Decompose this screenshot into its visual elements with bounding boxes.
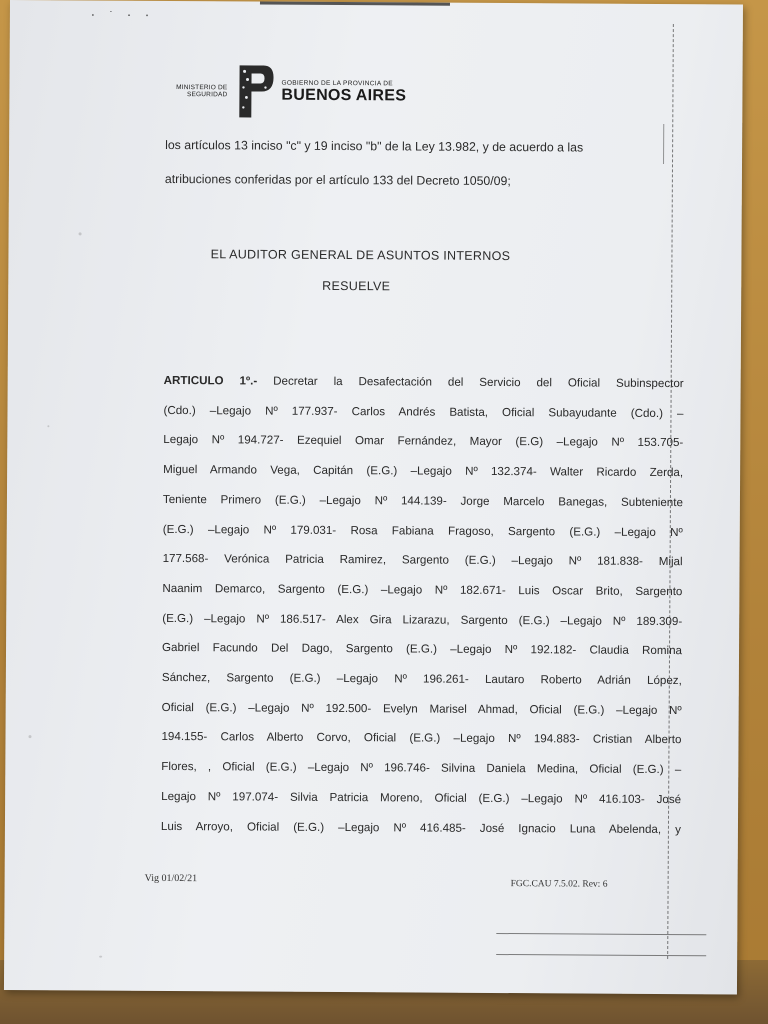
article-line: Gabriel Facundo Del Dago, Sargento (E.G.) –Legajo Nº 192.182- Claudia Romina bbox=[162, 641, 683, 658]
footer-validity: Vig 01/02/21 bbox=[144, 872, 198, 885]
article-line: Miguel Armando Vega, Capitán (E.G.) –Legajo Nº 132.374- Walter Ricardo Zerda, bbox=[163, 463, 684, 480]
intro-paragraph bbox=[165, 128, 687, 199]
authority-heading: EL AUDITOR GENERAL DE ASUNTOS INTERNOS bbox=[210, 247, 511, 264]
article-line: Naanim Demarco, Sargento (E.G.) –Legajo Nº 182.671- Luis Oscar Brito, Sargento bbox=[162, 581, 683, 599]
article-line: Sánchez, Sargento (E.G.) –Legajo Nº 196.261- Lautaro Roberto Adrián López, bbox=[161, 670, 682, 688]
article-line: (E.G.) –Legajo Nº 179.031- Rosa Fabiana Fragoso, Sargento (E.G.) –Legajo Nº bbox=[162, 522, 683, 539]
smudge bbox=[28, 735, 31, 738]
article-line: 177.568- Verónica Patricia Ramirez, Sargento (E.G.) –Legajo Nº 181.838- Mijal bbox=[162, 552, 683, 569]
gov-title-block bbox=[281, 80, 406, 105]
smudge bbox=[47, 425, 49, 427]
article-line: Teniente Primero (E.G.) –Legajo Nº 144.139- Jorge Marcelo Banegas, Subteniente bbox=[162, 492, 683, 509]
article-line: Legajo Nº 194.727- Ezequiel Omar Fernández, Mayor (E.G) –Legajo Nº 153.705- bbox=[163, 433, 684, 450]
article-lead: ARTICULO 1º.- bbox=[163, 373, 258, 388]
article-line: Flores, , Oficial (E.G.) –Legajo Nº 196.746- Silvina Daniela Medina, Oficial (E.G.) – bbox=[161, 760, 682, 777]
smudge bbox=[79, 232, 82, 235]
specks: · ˙ · · bbox=[89, 10, 154, 22]
article-line: ARTICULO 1º.- Decretar la Desafectación del Servicio del Oficial Subinspector bbox=[163, 373, 684, 391]
smudge bbox=[99, 956, 102, 958]
article-line: Legajo Nº 197.074- Silvia Patricia Moreno, Oficial (E.G.) –Legajo Nº 416.103- José bbox=[161, 789, 682, 806]
bottom-rule bbox=[496, 954, 706, 956]
article-line: Oficial (E.G.) –Legajo Nº 192.500- Evelyn Marisel Ahmad, Oficial (E.G.) –Legajo Nº bbox=[161, 700, 682, 717]
article-line: Luis Arroyo, Oficial (E.G.) –Legajo Nº 416.485- José Ignacio Luna Abelenda, y bbox=[160, 819, 681, 836]
intro-line: atribuciones conferidas por el artículo 133 del Decreto 1050/09; bbox=[164, 171, 511, 189]
intro-line: los artículos 13 inciso "c" y 19 inciso "b" de la Ley 13.982, y de acuerdo a las bbox=[165, 137, 584, 155]
gov-title: BUENOS AIRES bbox=[281, 86, 407, 105]
gov-subtitle: GOBIERNO DE LA PROVINCIA DE bbox=[281, 79, 393, 88]
province-logo-icon bbox=[235, 63, 275, 119]
article-1 bbox=[161, 366, 684, 844]
article-line: (Cdo.) –Legajo Nº 177.937- Carlos Andrés Batista, Oficial Subayudante (Cdo.) – bbox=[163, 403, 684, 420]
article-line: 194.155- Carlos Alberto Corvo, Oficial (E.G.) –Legajo Nº 194.883- Cristian Alberto bbox=[161, 730, 682, 747]
resolve-heading: RESUELVE bbox=[322, 278, 391, 294]
top-rule bbox=[260, 2, 450, 6]
document-page bbox=[4, 0, 743, 994]
bottom-rule bbox=[496, 933, 706, 935]
ministry-label: MINISTERIO DE SEGURIDAD bbox=[176, 84, 228, 99]
article-line: (E.G.) –Legajo Nº 186.517- Alex Gira Lizarazu, Sargento (E.G.) –Legajo Nº 189.309- bbox=[162, 611, 683, 628]
header-logo bbox=[167, 61, 406, 122]
footer-form-code: FGC.CAU 7.5.02. Rev: 6 bbox=[510, 879, 608, 890]
